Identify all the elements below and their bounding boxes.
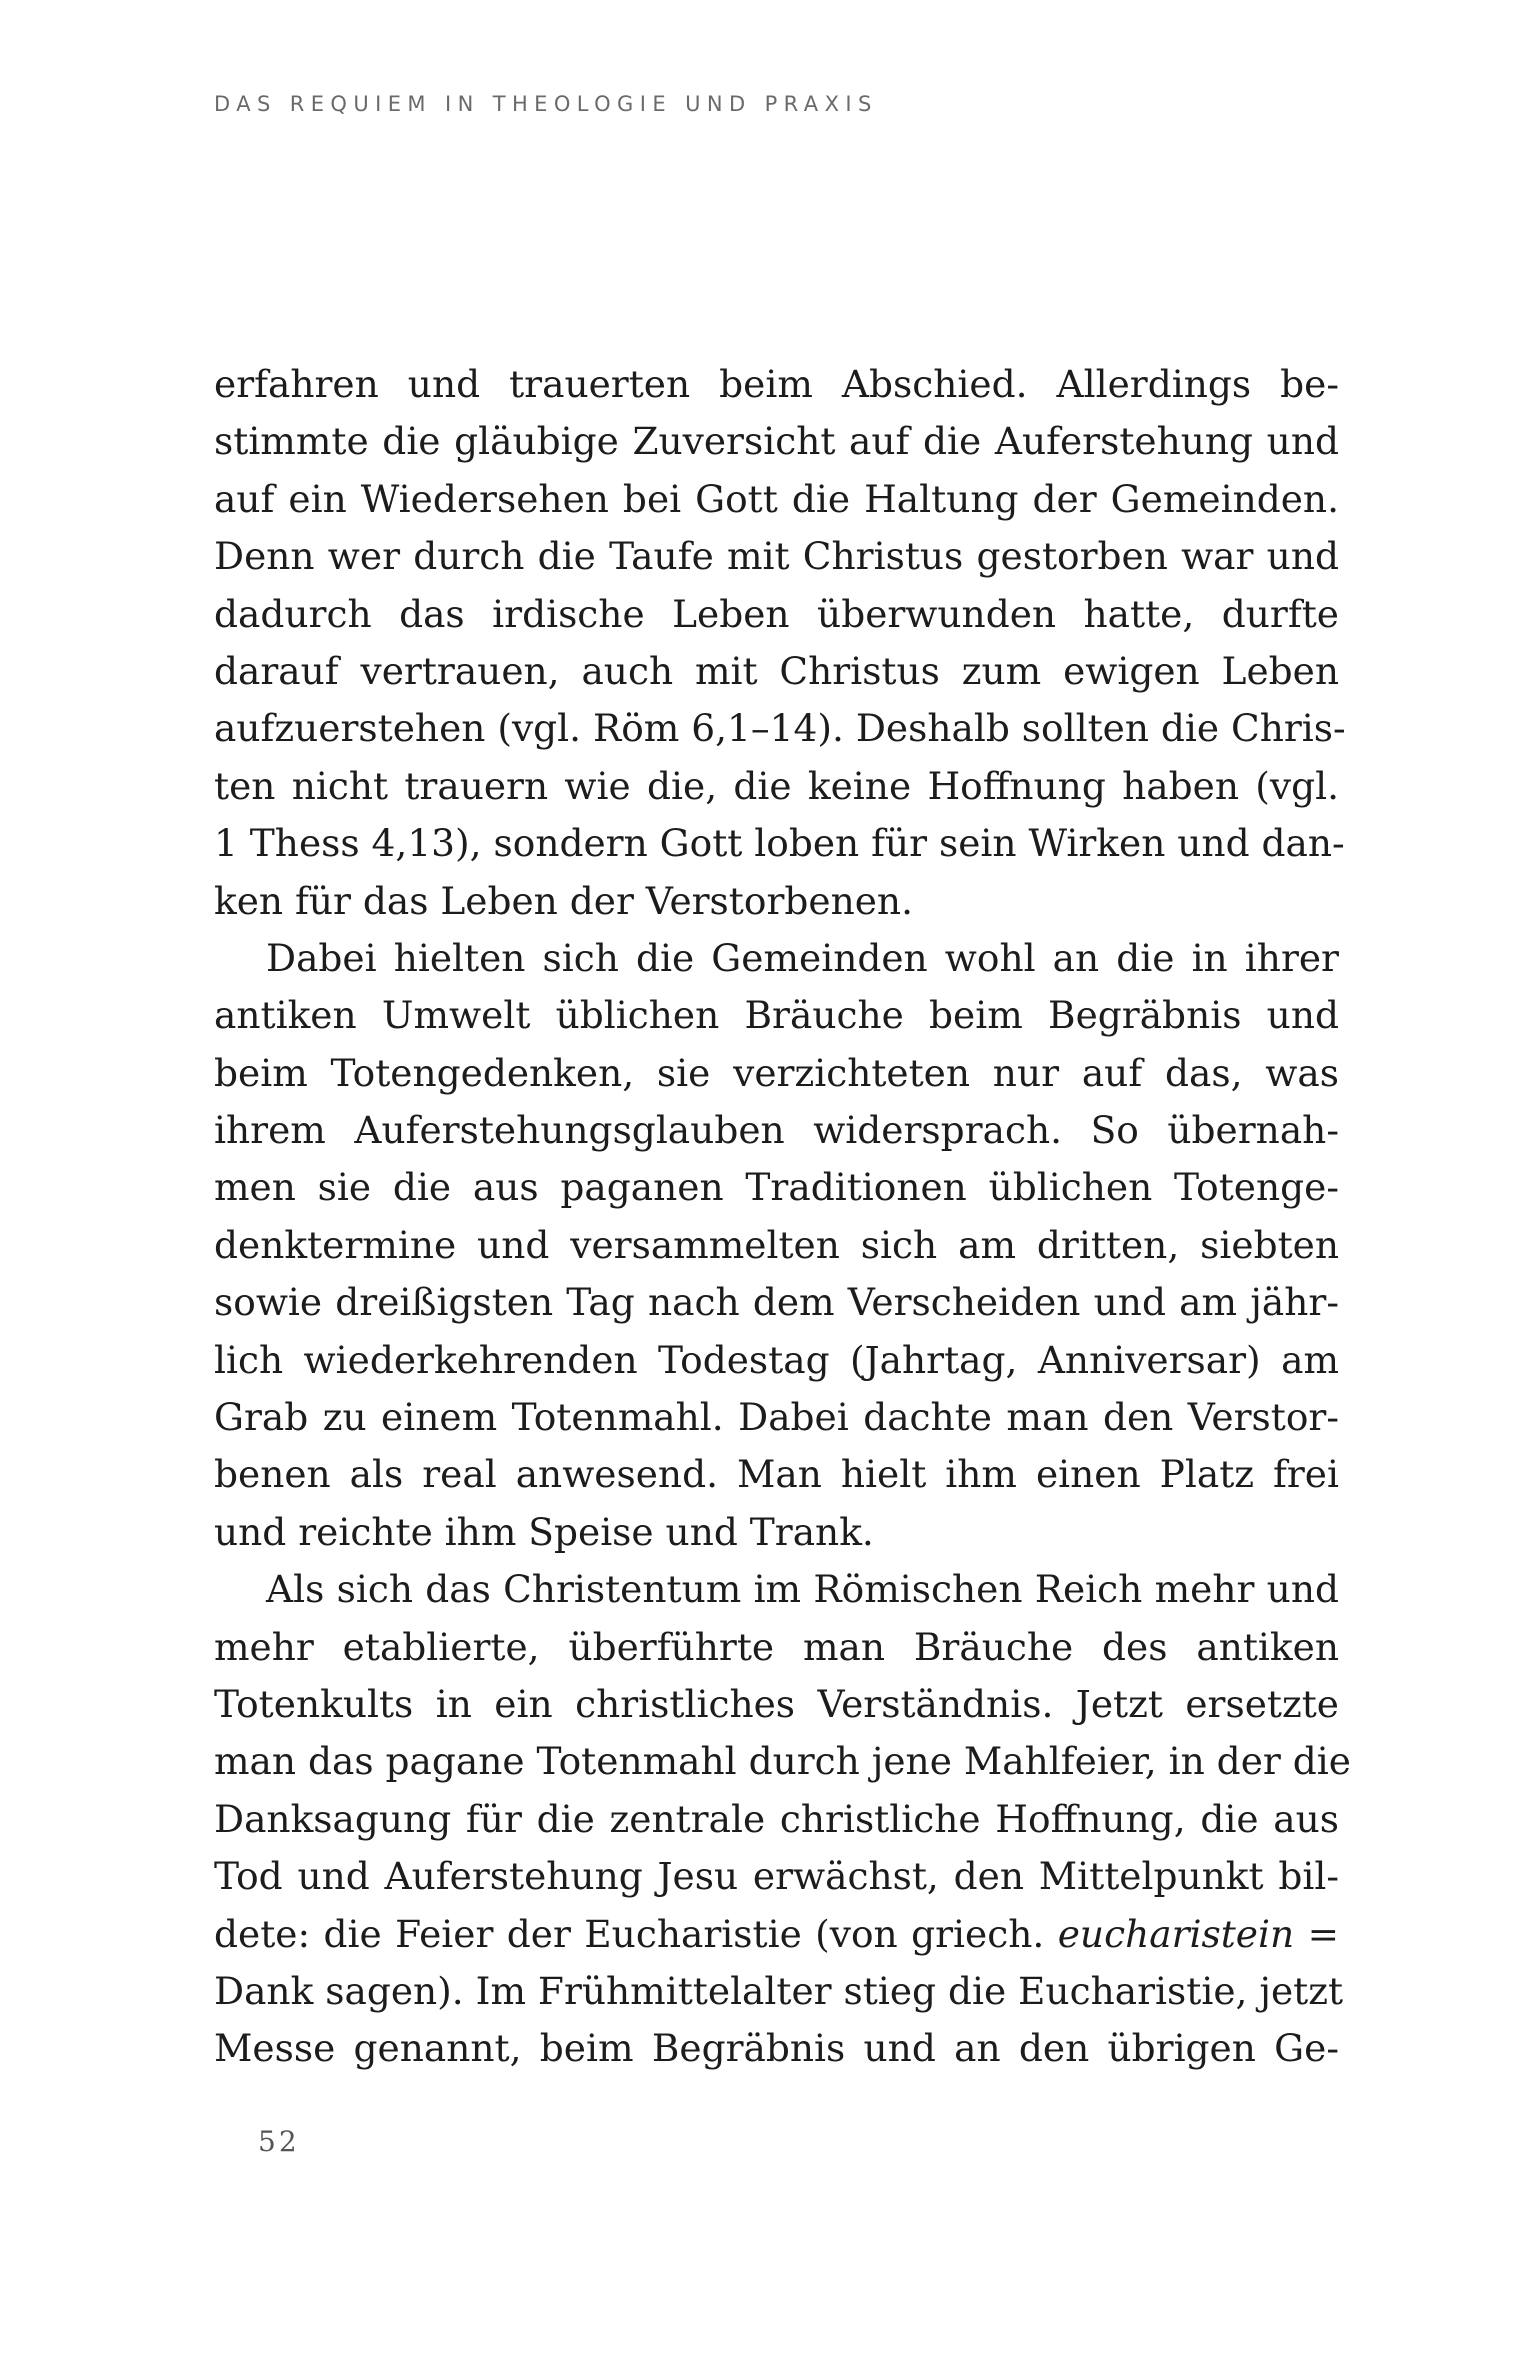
text-line: 1 Thess 4,13), sondern Gott loben für sein Wirken und dan-	[214, 821, 1345, 866]
text-line: dadurch das irdische Leben überwunden hatte, durfte	[214, 591, 1339, 636]
text-line: antiken Umwelt üblichen Bräuche beim Begräbnis und	[214, 993, 1339, 1038]
text-line: Dank sagen). Im Frühmittelalter stieg die Eucharistie, jetzt	[214, 1968, 1344, 2013]
text-line: Denn wer durch die Taufe mit Christus gestorben war und	[214, 534, 1339, 579]
body-text	[214, 356, 1351, 2078]
text-line: Dabei hielten sich die Gemeinden wohl an die in ihrer	[266, 935, 1339, 980]
text-line: men sie die aus paganen Traditionen üblichen Totenge-	[214, 1165, 1339, 1210]
text-line: lich wiederkehrenden Todestag (Jahrtag, Anniversar) am	[214, 1337, 1339, 1382]
text-line: ken für das Leben der Verstorbenen.	[214, 878, 913, 923]
text-line: mehr etablierte, überführte man Bräuche des antiken	[214, 1624, 1339, 1669]
text-line: Danksagung für die zentrale christliche Hoffnung, die aus	[214, 1796, 1339, 1841]
text-line: Tod und Auferstehung Jesu erwächst, den Mittelpunkt bil-	[214, 1854, 1339, 1899]
text-line: Messe genannt, beim Begräbnis und an den übrigen Ge-	[214, 2026, 1339, 2071]
text-line: denktermine und versammelten sich am dritten, siebten	[214, 1222, 1339, 1267]
text-line: Als sich das Christentum im Römischen Reich mehr und	[266, 1567, 1339, 1612]
text-line: ihrem Auferstehungsglauben widersprach. So übernah-	[214, 1108, 1339, 1153]
text-line: Totenkults in ein christliches Verständnis. Jetzt ersetzte	[214, 1681, 1339, 1726]
text-line: man das pagane Totenmahl durch jene Mahlfeier, in der die	[214, 1739, 1351, 1784]
text-line: beim Totengedenken, sie verzichteten nur auf das, was	[214, 1050, 1339, 1095]
greek-term: eucharistein	[1057, 1911, 1295, 1956]
text-line: ten nicht trauern wie die, die keine Hoffnung haben (vgl.	[214, 763, 1339, 808]
line-segment: dete: die Feier der Eucharistie (von griech.	[214, 1911, 1058, 1956]
text-line: stimmte die gläubige Zuversicht auf die Auferstehung und	[214, 419, 1339, 464]
text-line: Grab zu einem Totenmahl. Dabei dachte man den Verstor-	[214, 1395, 1339, 1440]
text-line: und reichte ihm Speise und Trank.	[214, 1509, 874, 1554]
text-line: sowie dreißigsten Tag nach dem Verscheiden und am jähr-	[214, 1280, 1339, 1325]
text-line: benen als real anwesend. Man hielt ihm einen Platz frei	[214, 1452, 1339, 1497]
text-line: darauf vertrauen, auch mit Christus zum ewigen Leben	[214, 648, 1339, 693]
line-segment: =	[1294, 1911, 1339, 1956]
page-number: 52	[258, 2125, 300, 2158]
running-head: DAS REQUIEM IN THEOLOGIE UND PRAXIS	[214, 92, 878, 116]
text-line: auf ein Wiedersehen bei Gott die Haltung der Gemeinden.	[214, 476, 1339, 521]
text-line: erfahren und trauerten beim Abschied. Allerdings be-	[214, 362, 1339, 406]
text-line	[214, 1906, 1339, 1963]
text-line: aufzuerstehen (vgl. Röm 6,1–14). Deshalb sollten die Chris-	[214, 706, 1346, 751]
